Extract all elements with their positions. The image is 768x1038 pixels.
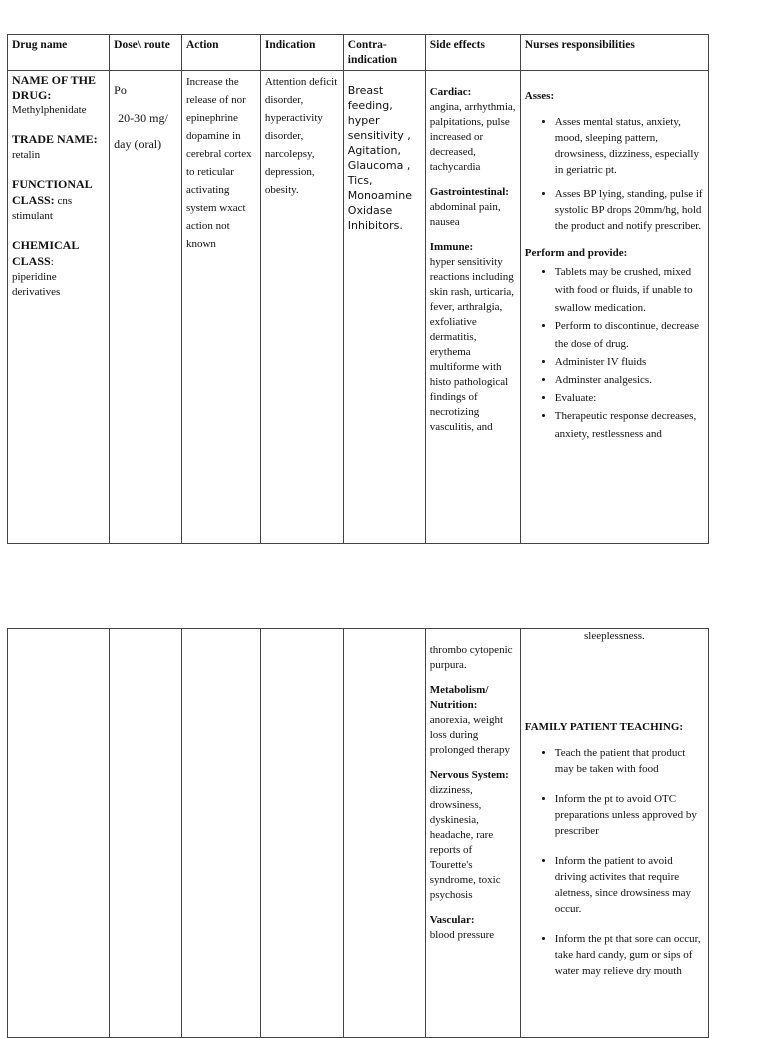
header-contraindication: Contra-indication — [343, 35, 425, 71]
perform-item: • Administer IV fluids — [555, 353, 704, 371]
header-drug-name: Drug name — [8, 35, 110, 71]
perform-label: Perform and provide: — [524, 247, 628, 259]
drug-name-cell — [8, 71, 110, 544]
asses-list — [525, 114, 704, 234]
drug-row — [8, 71, 709, 544]
teaching-item: • Inform the pt to avoid OTC preparations unless approved by prescriber — [555, 791, 704, 839]
header-side-effects: Side effects — [425, 35, 520, 71]
dose-frequency: day (oral) — [114, 137, 162, 151]
teaching-label: FAMILY PATIENT TEACHING: — [524, 721, 684, 733]
perform-list — [525, 263, 704, 443]
perform-item: • Evaluate: — [555, 389, 704, 407]
nervous-text: dizziness, drowsiness, dyskinesia, headache, rare reports of Tourette's syndrome, toxic psychosis — [429, 784, 501, 901]
perform-item: • Tablets may be crushed, mixed with food or fluids, if unable to swallow medication. — [555, 263, 704, 317]
name-label: NAME OF THE DRUG: — [12, 73, 97, 102]
chemical-colon: : — [50, 256, 54, 268]
empty-cell — [110, 629, 182, 1038]
header-row — [8, 35, 709, 71]
immune-cont-text: thrombo cytopenic purpura. — [429, 644, 513, 671]
asses-label: Asses: — [524, 90, 555, 102]
dose-route-cell — [110, 71, 182, 544]
trade-label: TRADE NAME: — [12, 132, 98, 146]
perform-item: • Therapeutic response decreases, anxiety, restlessness and — [555, 407, 704, 443]
header-dose-route: Dose\ route — [110, 35, 182, 71]
nurses-cell-continued — [520, 629, 708, 1038]
trade-value: retalin — [12, 149, 41, 161]
chemical-value: piperidine derivatives — [12, 271, 61, 298]
side-effects-cell-continued — [425, 629, 520, 1038]
asses-item: • Asses BP lying, standing, pulse if systolic BP drops 20mm/hg, hold the product and notify prescriber. — [555, 186, 704, 234]
cardiac-text: angina, arrhythmia, palpitations, pulse increased or decreased, tachycardia — [429, 101, 516, 173]
header-indication: Indication — [260, 35, 343, 71]
immune-text: hyper sensitivity reactions including skin rash, urticaria, fever, arthralgia, exfoliative dermatitis, erythema multiforme with histo pathological findings of necrotizing vasculitis, and — [429, 256, 515, 433]
contraindication-cell: Breast feeding, hyper sensitivity , Agitation, Glaucoma , Tics, Monoamine Oxidase Inhibitors. — [343, 71, 425, 544]
teaching-item: • Inform the pt that sore can occur, take hard candy, gum or sips of water may relieve dry mouth — [555, 931, 704, 979]
perform-item: • Adminster analgesics. — [555, 371, 704, 389]
empty-cell — [260, 629, 343, 1038]
empty-cell — [181, 629, 260, 1038]
teaching-item: • Inform the patient to avoid driving activites that require aletness, since drowsiness may occur. — [555, 853, 704, 917]
indication-cell: Attention deficit disorder, hyperactivity disorder, narcolepsy, depression, obesity. — [260, 71, 343, 544]
functional-value: cns stimulant — [12, 195, 73, 222]
vascular-text: blood pressure — [429, 929, 495, 941]
empty-cell — [343, 629, 425, 1038]
teaching-list — [525, 745, 704, 979]
drug-card-table-continued — [7, 628, 709, 1038]
gi-text: abdominal pain, nausea — [429, 201, 501, 228]
action-cell: Increase the release of nor epinephrine dopamine in cerebral cortex to reticular activating system wxact action not known — [181, 71, 260, 544]
chemical-label: CHEMICAL CLASS — [12, 238, 79, 268]
name-value: Methylphenidate — [12, 104, 87, 116]
immune-label: Immune: — [429, 241, 474, 253]
metab-text: anorexia, weight loss during prolonged therapy — [429, 714, 511, 756]
header-nurses-responsibilities: Nurses responsibilities — [520, 35, 708, 71]
nurses-cell — [520, 71, 708, 544]
asses-item: • Asses mental status, anxiety, mood, sleeping pattern, drowsiness, dizziness, especially in geriatric pt. — [555, 114, 704, 178]
nervous-label: Nervous System: — [429, 769, 509, 781]
perform-item: • Perform to discontinue, decrease the dose of drug. — [555, 317, 704, 353]
teaching-item: • Teach the patient that product may be taken with food — [555, 745, 704, 777]
metab-label: Metabolism/ Nutrition: — [429, 684, 489, 711]
dose-amount: 20-30 mg/ — [118, 111, 168, 125]
dose-route: Po — [114, 83, 127, 97]
header-action: Action — [181, 35, 260, 71]
functional-label: FUNCTIONAL CLASS: — [12, 177, 93, 207]
perform-cont: sleeplessness. — [584, 630, 645, 642]
gi-label: Gastrointestinal: — [429, 186, 509, 198]
vascular-label: Vascular: — [429, 914, 475, 926]
drug-card-table — [7, 34, 709, 544]
drug-row-continued — [8, 629, 709, 1038]
empty-cell — [8, 629, 110, 1038]
side-effects-cell — [425, 71, 520, 544]
cardiac-label: Cardiac: — [429, 86, 472, 98]
